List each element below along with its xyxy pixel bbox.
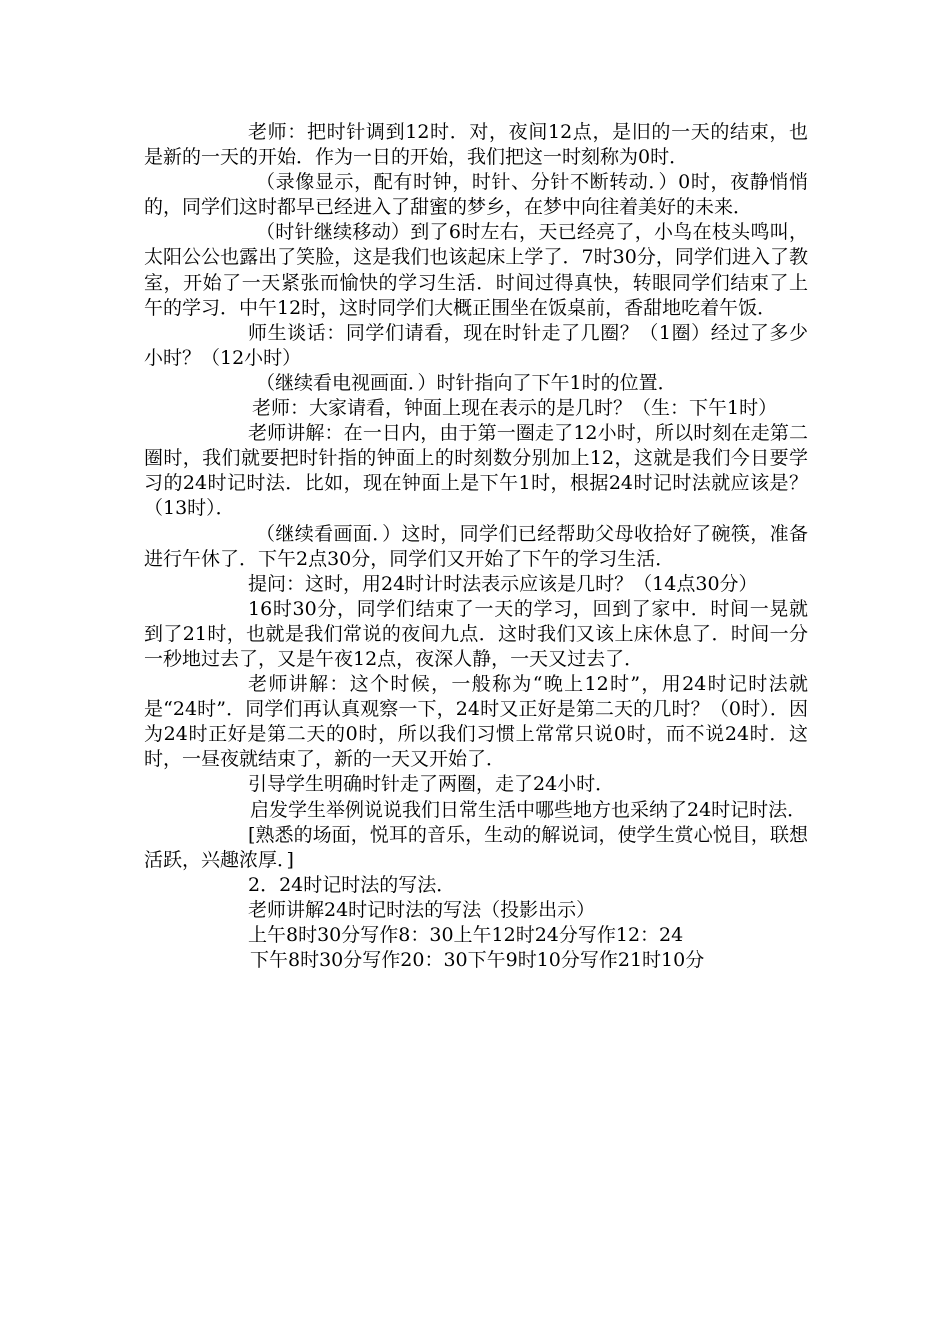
paragraph-teacher-student-talk: 师生谈话：同学们请看，现在时针走了几圈？（1圈）经过了多少小时？（12小时）: [144, 321, 808, 369]
section-heading-writing: 2．24时记时法的写法．: [248, 873, 456, 896]
paragraph-teacher-question: 老师：大家请看，钟面上现在表示的是几时？（生：下午1时）: [252, 397, 778, 420]
paragraph-design-note: [熟悉的场面，悦耳的音乐，生动的解说词，使学生赏心悦目，联想活跃，兴趣浓厚．]: [144, 823, 808, 871]
paragraph-video-midnight: （录像显示，配有时钟，时针、分针不断转动．）0时，夜静悄悄的，同学们这时都早已经进入了甜蜜的梦乡，在梦中向往着美好的未来．: [144, 171, 808, 219]
paragraph-evening: 16时30分，同学们结束了一天的学习，回到了家中．时间一晃就到了21时，也就是我们常说的夜间九点．这时我们又该上床休息了．时间一分一秒地过去了，又是午夜12点，夜深人静，一天又过去了．: [144, 597, 808, 670]
paragraph-afternoon-examples: 下午8时30分写作20：30下午9时10分写作21时10分: [250, 949, 705, 972]
paragraph-teacher-explain-midnight: 老师讲解：这个时候，一般称为“晚上12时”，用24时记时法就是“24时”．同学们再认真观察一下，24时又正好是第二天的几时？（0时）．因为24时正好是第二天的0时，所以我们习惯上常常只说0时，而不说24时．这时，一昼夜就结束了，新的一天又开始了．: [144, 673, 808, 771]
paragraph-daily-examples: 启发学生举例说说我们日常生活中哪些地方也采纳了24时记时法．: [250, 798, 807, 821]
paragraph-teacher-intro: 老师：把时针调到12时．对，夜间12点，是旧的一天的结束，也是新的一天的开始．作为一日的开始，我们把这一时刻称为0时．: [144, 121, 808, 169]
paragraph-guide-two-rounds: 引导学生明确时针走了两圈，走了24小时．: [248, 773, 615, 796]
paragraph-teacher-explain-24h: 老师讲解：在一日内，由于第一圈走了12小时，所以时刻在走第二圈时，我们就要把时针指的钟面上的时刻数分别加上12，这就是我们今日要学习的24时记时法．比如，现在钟面上是下午1时，根据24时记时法就应该是？（13时）．: [144, 422, 808, 520]
paragraph-video-nap: （继续看画面．）这时，同学们已经帮助父母收拾好了碗筷，准备进行午休了．下午2点30分，同学们又开始了下午的学习生活．: [144, 522, 808, 570]
paragraph-morning-to-noon: （时针继续移动）到了6时左右，天已经亮了，小鸟在枝头鸣叫，太阳公公也露出了笑脸，这是我们也该起床上学了．7时30分，同学们进入了教室，开始了一天紧张而愉快的学习生活．时间过得真快，转眼同学们结束了上午的学习．中午12时，这时同学们大概正围坐在饭桌前，香甜地吃着午饭．: [144, 221, 808, 319]
paragraph-question-14h: 提问：这时，用24时计时法表示应该是几时？（14点30分）: [248, 572, 758, 595]
paragraph-tv-afternoon: （继续看电视画面．）时针指向了下午1时的位置．: [256, 371, 677, 394]
document-body: [144, 120, 808, 973]
paragraph-morning-examples: 上午8时30分写作8：30上午12时24分写作12：24: [248, 924, 684, 946]
paragraph-writing-explain: 老师讲解24时记时法的写法（投影出示）: [248, 898, 596, 921]
